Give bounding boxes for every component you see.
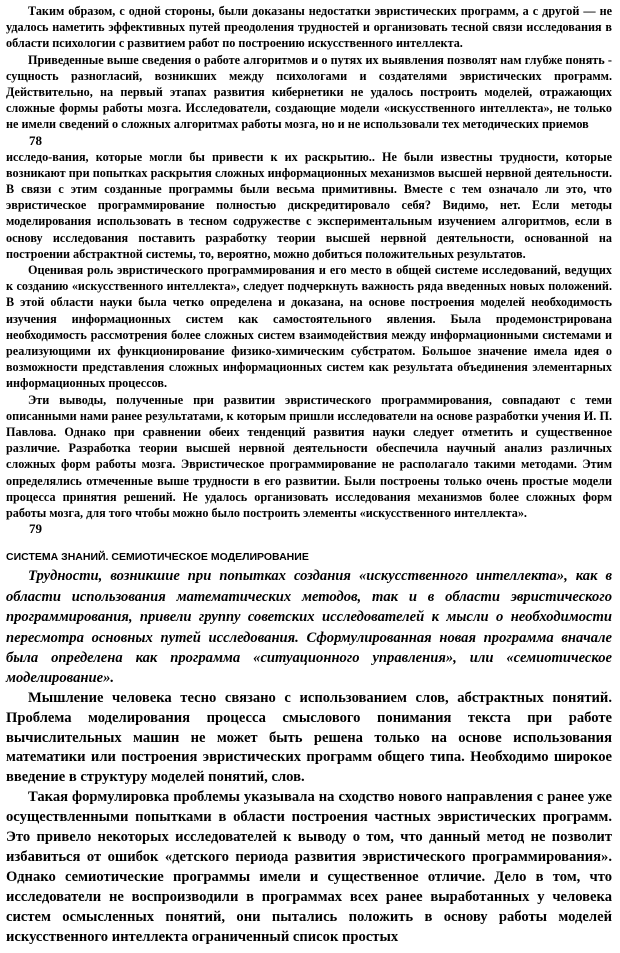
paragraph: Мышление человека тесно связано с использованием слов, абстрактных понятий. Проблема моделирования процесса смыслового понимания текста при работе вычислительных машин не может быть решена только на основе использования математики или построения эвристических программ общего типа. Необходимо широкое введение в структуру моделей понятий, слов. (6, 689, 612, 786)
paragraph: Таким образом, с одной стороны, были доказаны недостатки эвристических программ, а с другой — не удалось наметить эффективных путей преодоления трудностей и организовать тесной связи исследования в области психологии с развитием работ по построению искусственного интеллекта. (6, 4, 612, 51)
paragraph: Такая формулировка проблемы указывала на сходство нового направления с ранее уже осуществленными попытками в области построения частных эвристических программ. Это привело некоторых исследователей к выводу о том, что данный метод не позволит избавиться от ошибок «детского периода развития эвристического программирования». Однако семиотические программы имели и существенное отличие. Дело в том, что исследователи не воспроизводили в программах всех ранее выработанных у человека систем осмысленных понятий, они пытались положить в основу работы моделей искусственного интеллекта ограниченный список простых (6, 789, 612, 945)
page-number: 79 (29, 521, 42, 537)
paragraph: Эти выводы, полученные при развитии эвристического программирования, совпадают с теми описанными нами ранее результатами, к которым пришли исследователи на основе разработки учения И. П. Павлова. Однако при сравнении обеих тенденций развития науки следует отметить и существенное различие. Разработка теории высшей нервной деятельности обеспечила научный анализ различных сложных форм работы мозга. Эвристическое программирование не располагало такими методами. Этим определялись отмеченные выше трудности в его развитии. Были построены только очень простые модели процесса принятия решений. Не удалось организовать исследования механизмов более сложных форм работы мозга, для того чтобы можно было построить элементы «искусственного интеллекта». (6, 392, 612, 521)
page-number: 78 (29, 132, 42, 148)
italic-lead-paragraph: Трудности, возникшие при попытках создания «искусственного интеллекта», как в области использования математических методов, так и в области эвристического программирования, привели группу советских исследователей к мысли о необходимости пересмотра основных путей исследования. Сформулированная новая программа вначале была определена как программа «ситуационного управления», или «семиотическое моделирование». (6, 568, 612, 687)
paragraph: исследо-вания, которые могли бы привести к их раскрытию.. Не были известны трудности, которые возникают при попытках раскрытия сложных информационных механизмов высшей нервной деятельности. В связи с этим созданные программы были весьма примитивны. Вместе с тем означало ли это, что эвристическое программирование полностью дискредитировало себя? Видимо, нет. Если методы моделирования использовать в тесном содружестве с экспериментальным изучением алгоритмов, если в основу исследования поставить разработку теории высшей нервной деятельности, основанной на построении абстрактной системы, то, вероятно, можно добиться положительных результатов. (6, 149, 612, 261)
paragraph: Оценивая роль эвристического программирования и его место в общей системе исследований, ведущих к созданию «искусственного интеллекта», следует подчеркнуть важность ряда введенных новых положений. В этой области науки была четко определена и доказана, на основе построения моделей необходимость изучения информационных систем как самостоятельного явления. Была продемонстрирована необходимость рассмотрения более сложных систем взаимодействия между информационными системами и реализующими их функционирование физико-химическим субстратом. Большое значение имела идея о возможности представления сложных информационных систем как результата объединения элементарных информационных процессов. (6, 263, 612, 391)
paragraph: Приведенные выше сведения о работе алгоритмов и о путях их выявления позволят нам глубже понять - сущность разногласий, возникших между психологами и создателями эвристических программ. Действительно, на первый этапах развития кибернетики не удалось построить моделей, отражающих сложные формы работы мозга. Исследователи, создающие модели «искусственного интеллекта», не только не имели сведений о сложных алгоритмах работы мозга, но и не использовали тех методических приемов (6, 52, 612, 132)
section-title: СИСТЕМА ЗНАНИЙ. СЕМИОТИЧЕСКОЕ МОДЕЛИРОВАНИЕ (6, 551, 309, 564)
